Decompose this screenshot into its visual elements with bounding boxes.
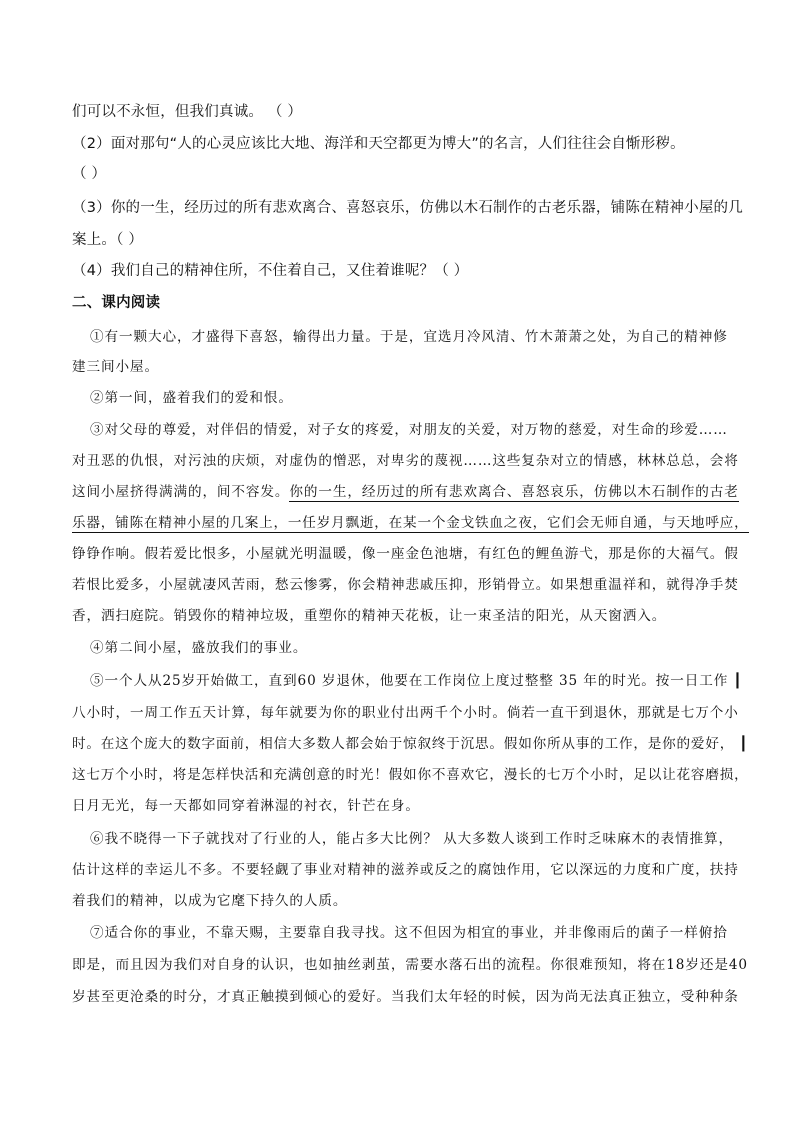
passage-p3-line-3 [72,481,739,503]
question-2-line-1: （2）面对那句“人的心灵应该比大地、海洋和天空都更为博大”的名言，人们往往会自惭形秽。 [72,136,685,152]
passage-p5-line-1: ⑤一个人从25岁开始做工，直到60 岁退休，他要在工作岗位上度过整整 35 年的时光。按一日工作 ┃ [90,673,743,689]
passage-p5-line-2: 八小时，一周工作五天计算，每年就要为你的职业付出两千个小时。倘若一直干到退休，那就是七万个小 [72,705,739,721]
passage-p3-line-1: ③对父母的尊爱，对伴侣的情爱，对子女的疼爱，对朋友的关爱，对万物的慈爱，对生命的珍爱…… [90,422,728,438]
passage-p3-line-6: 若恨比爱多，小屋就凄风苦雨，愁云惨雾，你会精神悲戚压抑，形销骨立。如果想重温祥和，就得净手焚 [72,577,739,593]
passage-p3-line-7: 香，洒扫庭院。销毁你的精神垃圾，重塑你的精神天花板，让一束圣洁的阳光，从天窗洒入。 [72,608,667,624]
passage-p6-line-1: ⑥我不晓得一下子就找对了行业的人，能占多大比例？ 从大多数人谈到工作时乏味麻木的表情推算， [90,831,733,847]
passage-p4: ④第二间小屋，盛放我们的事业。 [90,640,308,656]
passage-p3-line-3-plain: 这间小屋挤得满满的，间不容发。 [72,484,290,500]
question-4: （4）我们自己的精神住所，不住着自己，又住着谁呢？（ ） [72,263,469,279]
question-2-line-2: （ ） [72,166,107,182]
passage-p6-line-2: 估计这样的幸运儿不多。不要轻觑了事业对精神的滋养或反之的腐蚀作用，它以深远的力度和广度，扶持 [72,862,739,878]
passage-p7-line-2: 即是，而且因为我们对自身的认识，也如抽丝剥茧，需要水落石出的流程。你很难预知，将在18岁还是40 [72,957,748,973]
passage-p7-line-3: 岁甚至更沧桑的时分，才真正触摸到倾心的爱好。当我们太年轻的时候，因为尚无法真正独立，受种种条 [72,989,739,1005]
passage-p1-line-2: 建三间小屋。 [72,359,159,375]
question-1-tail: 们可以不永恒，但我们真诚。 （ ） [72,104,303,120]
question-3-line-1: （3）你的一生，经历过的所有悲欢离合、喜怒哀乐，仿佛以木石制作的古老乐器，铺陈在精神小屋的几 [72,200,743,216]
section-heading: 二、课内阅读 [72,295,161,311]
passage-p1-line-1: ①有一颗大心，才盛得下喜怒，输得出力量。于是，宜选月冷风清、竹木萧萧之处，为自己的精神修 [90,329,728,345]
passage-p7-line-1: ⑦适合你的事业，不靠天赐，主要靠自我寻找。这不但因为相宜的事业，并非像雨后的菌子一样俯拾 [90,925,728,941]
passage-p6-line-3: 着我们的精神，以成为它麾下持久的人质。 [72,893,348,909]
passage-p3-line-5: 铮铮作响。假若爱比恨多，小屋就光明温暖，像一座金色池塘，有红色的鲤鱼游弋，那是你的大福气。假 [72,546,739,562]
question-3-line-2: 案上。（ ） [72,232,144,248]
passage-p5-line-4: 这七万个小时，将是怎样快活和充满创意的时光！假如你不喜欢它，漫长的七万个小时，足以让花容磨损， [72,767,749,783]
underlined-passage-segment: 你的一生，经历过的所有悲欢离合、喜怒哀乐，仿佛以木石制作的古老 [289,484,739,500]
passage-p3-line-2: 对丑恶的仇恨，对污浊的庆烦，对虚伪的憎恶，对卑劣的蔑视……这些复杂对立的情感，林林总总，会将 [72,453,739,469]
passage-p5-line-3: 时。在这个庞大的数字面前，相信大多数人都会始于惊叙终于沉思。假如你所从事的工作，是你的爱好， ┃ [72,736,749,752]
passage-p5-line-5: 日月无光，每一天都如同穿着淋湿的衬衣，针芒在身。 [72,798,420,814]
passage-p2: ②第一间，盛着我们的爱和恨。 [90,390,293,406]
passage-p3-line-4 [72,512,749,534]
underlined-passage-segment: 乐器，铺陈在精神小屋的几案上，一任岁月飘逝，在某一个金戈铁血之夜，它们会无师自通，与天地呼应， [72,515,749,531]
